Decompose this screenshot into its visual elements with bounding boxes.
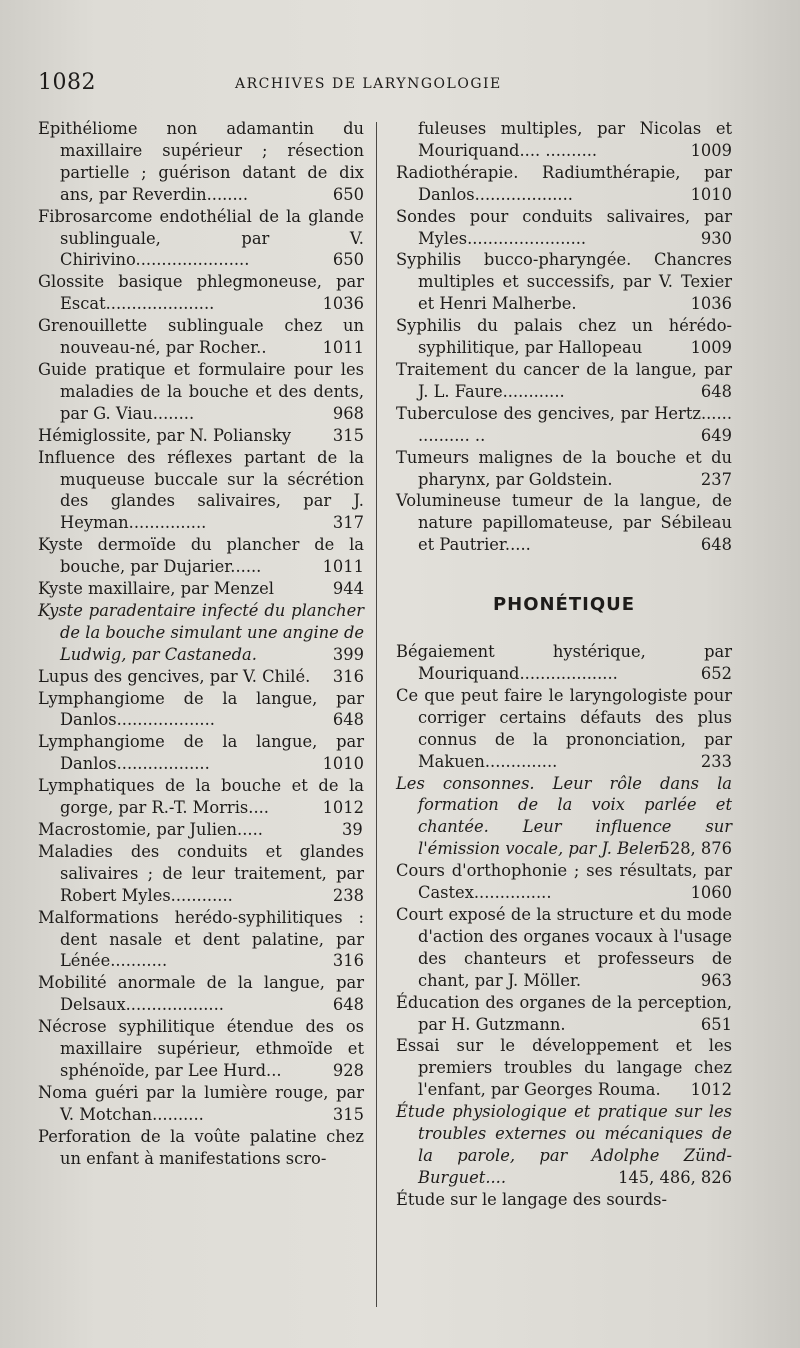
entry-text: Lymphangiome de la langue, par Danlos................... — [38, 688, 364, 730]
entry-text: Cours d'orthophonie ; ses résultats, par Castex............... — [396, 861, 732, 903]
index-entry — [396, 206, 732, 250]
entry-page-ref: 1060 — [690, 883, 732, 903]
entry-page-ref: 316 — [332, 951, 364, 971]
entry-text: Éducation des organes de la perception, par H. Gutzmann. — [396, 992, 732, 1034]
right-column — [396, 118, 732, 1211]
index-entry — [396, 1035, 732, 1101]
index-entry — [38, 271, 364, 315]
index-entry — [38, 1082, 364, 1126]
index-entry — [38, 534, 364, 578]
entry-page-ref: 316 — [332, 666, 364, 686]
index-entry — [396, 992, 732, 1036]
entry-page-ref: 649 — [700, 425, 732, 445]
entry-page-ref: 944 — [332, 579, 364, 599]
index-entry — [38, 578, 364, 600]
entry-text: Ce que peut faire le laryngologiste pour corriger certains défauts des plus connus de la prononciation, par Makuen.............. — [396, 685, 732, 771]
entry-text: Bégaiement hystérique, par Mouriquand................... — [396, 642, 732, 684]
index-entry — [38, 118, 364, 206]
entry-text: Radiothérapie. Radiumthérapie, par Danlos................... — [396, 162, 732, 204]
running-title: ARCHIVES DE LARYNGOLOGIE — [235, 76, 502, 92]
entry-text: Sondes pour conduits salivaires, par Myles....................... — [396, 206, 732, 248]
entry-text: Hémiglossite, par N. Poliansky — [38, 425, 292, 445]
entry-page-ref: 1009 — [690, 140, 732, 160]
index-entry — [38, 359, 364, 425]
entry-text: Essai sur le développement et les premiers troubles du langage chez l'enfant, par Georges Rouma. — [396, 1036, 732, 1100]
index-entry — [396, 359, 732, 403]
index-entry: Macrostomie, par Julien..... 39 — [38, 820, 363, 839]
entry-page-ref: 648 — [700, 535, 732, 555]
entry-text: Noma guéri par la lumière rouge, par V. Motchan.......... — [38, 1082, 364, 1124]
right-column-entries-top — [396, 118, 732, 556]
entry-page-ref: 145, 486, 826 — [618, 1167, 732, 1187]
entry-page-ref: 1012 — [322, 798, 364, 818]
entry-page-ref: 399 — [332, 644, 364, 664]
index-entry — [396, 403, 732, 447]
index-entry — [38, 315, 364, 359]
entry-text: Lupus des gencives, par V. Chilé. — [38, 666, 311, 686]
entry-page-ref: 1011 — [322, 338, 364, 358]
index-entry — [396, 315, 732, 359]
index-entry — [38, 731, 364, 775]
entry-text: Étude sur le langage des sourds- — [396, 1189, 668, 1209]
index-entry — [396, 773, 732, 861]
index-entry — [38, 688, 364, 732]
entry-page-ref: 1036 — [690, 294, 732, 314]
index-entry — [38, 600, 364, 666]
entry-page-ref: 648 — [700, 381, 732, 401]
index-entry — [38, 1126, 364, 1170]
entry-page-ref: 651 — [700, 1014, 732, 1034]
index-entry — [38, 425, 364, 447]
entry-text: Traitement du cancer de la langue, par J. L. Faure............ — [396, 359, 732, 401]
entry-page-ref: 650 — [332, 250, 364, 270]
entry-page-ref: 317 — [332, 513, 364, 533]
entry-text: Epithéliome non adamantin du maxillaire supérieur ; résection partielle ; guérison datant de dix ans, par Reverdin........ — [38, 119, 364, 204]
entry-text: Lymphangiome de la langue, par Danlos.................. — [38, 732, 364, 774]
entry-page-ref: 652 — [700, 664, 732, 684]
entry-text: fuleuses multiples, par Nicolas et Mouriquand.... .......... — [418, 119, 732, 160]
entry-text: Volumineuse tumeur de la langue, de nature papillomateuse, par Sébileau et Pautrier..... — [396, 491, 732, 555]
entry-text: Court exposé de la structure et du mode d'action des organes vocaux à l'usage des chanteurs et professeurs de chant, par J. Möller. — [396, 905, 732, 990]
entry-page-ref: 528, 876 — [659, 839, 732, 859]
entry-text: Kyste dermoïde du plancher de la bouche, par Dujarier...... — [38, 535, 364, 577]
index-entry — [396, 118, 732, 162]
entry-text: Influence des réflexes partant de la muqueuse buccale sur la sécrétion des glandes salivaires, par J. Heyman............... — [38, 447, 364, 533]
entry-page-ref: 1036 — [322, 294, 364, 314]
entry-text: Étude physiologique et pratique sur les troubles externes ou mécaniques de la parole, par Adolphe Zünd-Burguet.... — [396, 1102, 732, 1187]
entry-page-ref: 1012 — [690, 1080, 732, 1100]
entry-text: Kyste maxillaire, par Menzel — [38, 579, 274, 599]
entry-text: Lymphatiques de la bouche et de la gorge, par R.-T. Morris.... — [38, 776, 364, 818]
column-divider — [376, 122, 377, 1307]
entry-text: Grenouillette sublinguale chez un nouveau-né, par Rocher.. — [38, 316, 364, 358]
index-entry — [396, 490, 732, 556]
entry-page-ref: 963 — [700, 970, 732, 990]
entry-page-ref: 930 — [700, 228, 732, 248]
index-entry — [396, 860, 732, 904]
entry-text: Syphilis bucco-pharyngée. Chancres multiples et successifs, par V. Texier et Henri Malherbe. — [396, 250, 732, 314]
entry-text: Mobilité anormale de la langue, par Delsaux................... — [38, 973, 364, 1015]
entry-page-ref: 315 — [332, 425, 364, 445]
entry-text: Nécrose syphilitique étendue des os maxillaire supérieur, ethmoïde et sphénoïde, par Lee Hurd... — [38, 1017, 364, 1080]
index-entry — [396, 685, 732, 773]
page-number: 1082 — [38, 70, 96, 95]
entry-text: Tumeurs malignes de la bouche et du pharynx, par Goldstein. — [396, 447, 732, 489]
entry-text: Tuberculose des gencives, par Hertz...... .......... .. — [396, 403, 732, 445]
entry-page-ref: 968 — [332, 403, 364, 423]
index-entry — [38, 1016, 364, 1082]
entry-page-ref: 1009 — [690, 338, 732, 358]
index-entry — [396, 447, 732, 491]
entry-text: Perforation de la voûte palatine chez un enfant à manifestations scro- — [38, 1126, 364, 1168]
entry-page-ref: 238 — [332, 885, 364, 905]
entry-page-ref: 237 — [700, 469, 732, 489]
entry-text: Syphilis du palais chez un hérédo-syphilitique, par Hallopeau — [396, 316, 732, 358]
right-column-entries-bottom — [396, 641, 732, 1211]
index-entry — [38, 907, 364, 973]
entry-page-ref: 648 — [332, 995, 364, 1015]
entry-page-ref: 1011 — [322, 557, 364, 577]
index-entry — [396, 249, 732, 315]
entry-page-ref: 315 — [332, 1104, 364, 1124]
index-entry — [396, 1101, 732, 1189]
index-entry — [38, 447, 364, 535]
index-entry — [396, 1189, 732, 1211]
entry-text: Les consonnes. Leur rôle dans la formation de la voix parlée et chantée. Leur influence sur l'émission vocale, par J. Belen — [396, 773, 732, 859]
entry-page-ref: 1010 — [322, 754, 364, 774]
entry-text: Maladies des conduits et glandes salivaires ; de leur traitement, par Robert Myles............ — [38, 841, 364, 905]
entry-page-ref: 648 — [332, 710, 364, 730]
index-entry — [396, 904, 732, 992]
index-entry — [396, 162, 732, 206]
index-entry — [38, 666, 364, 688]
section-heading-phonetique: PHONÉTIQUE — [492, 594, 636, 616]
entry-page-ref: 650 — [332, 184, 364, 204]
index-entry — [38, 841, 364, 907]
entry-text: Kyste paradentaire infecté du plancher de la bouche simulant une angine de Ludwig, par Castaneda. — [38, 600, 365, 664]
entry-text: Malformations herédo-syphilitiques : dent nasale et dent palatine, par Lénée........... — [38, 907, 364, 971]
left-column — [38, 118, 364, 1170]
entry-text: Macrostomie, par Julien..... — [38, 820, 263, 839]
page-header — [38, 70, 758, 104]
index-entry — [38, 206, 364, 272]
entry-page-ref: 928 — [332, 1060, 364, 1080]
entry-page-ref: 1010 — [690, 184, 732, 204]
entry-text: Glossite basique phlegmoneuse, par Escat..................... — [38, 272, 364, 314]
index-entry — [38, 972, 364, 1016]
index-entry — [38, 775, 364, 819]
entry-text: Fibrosarcome endothélial de la glande sublinguale, par V. Chirivino...................... — [38, 206, 364, 270]
entry-text: Guide pratique et formulaire pour les maladies de la bouche et des dents, par G. Viau........ — [38, 359, 364, 423]
index-entry — [396, 641, 732, 685]
entry-page-ref: 233 — [700, 751, 732, 771]
